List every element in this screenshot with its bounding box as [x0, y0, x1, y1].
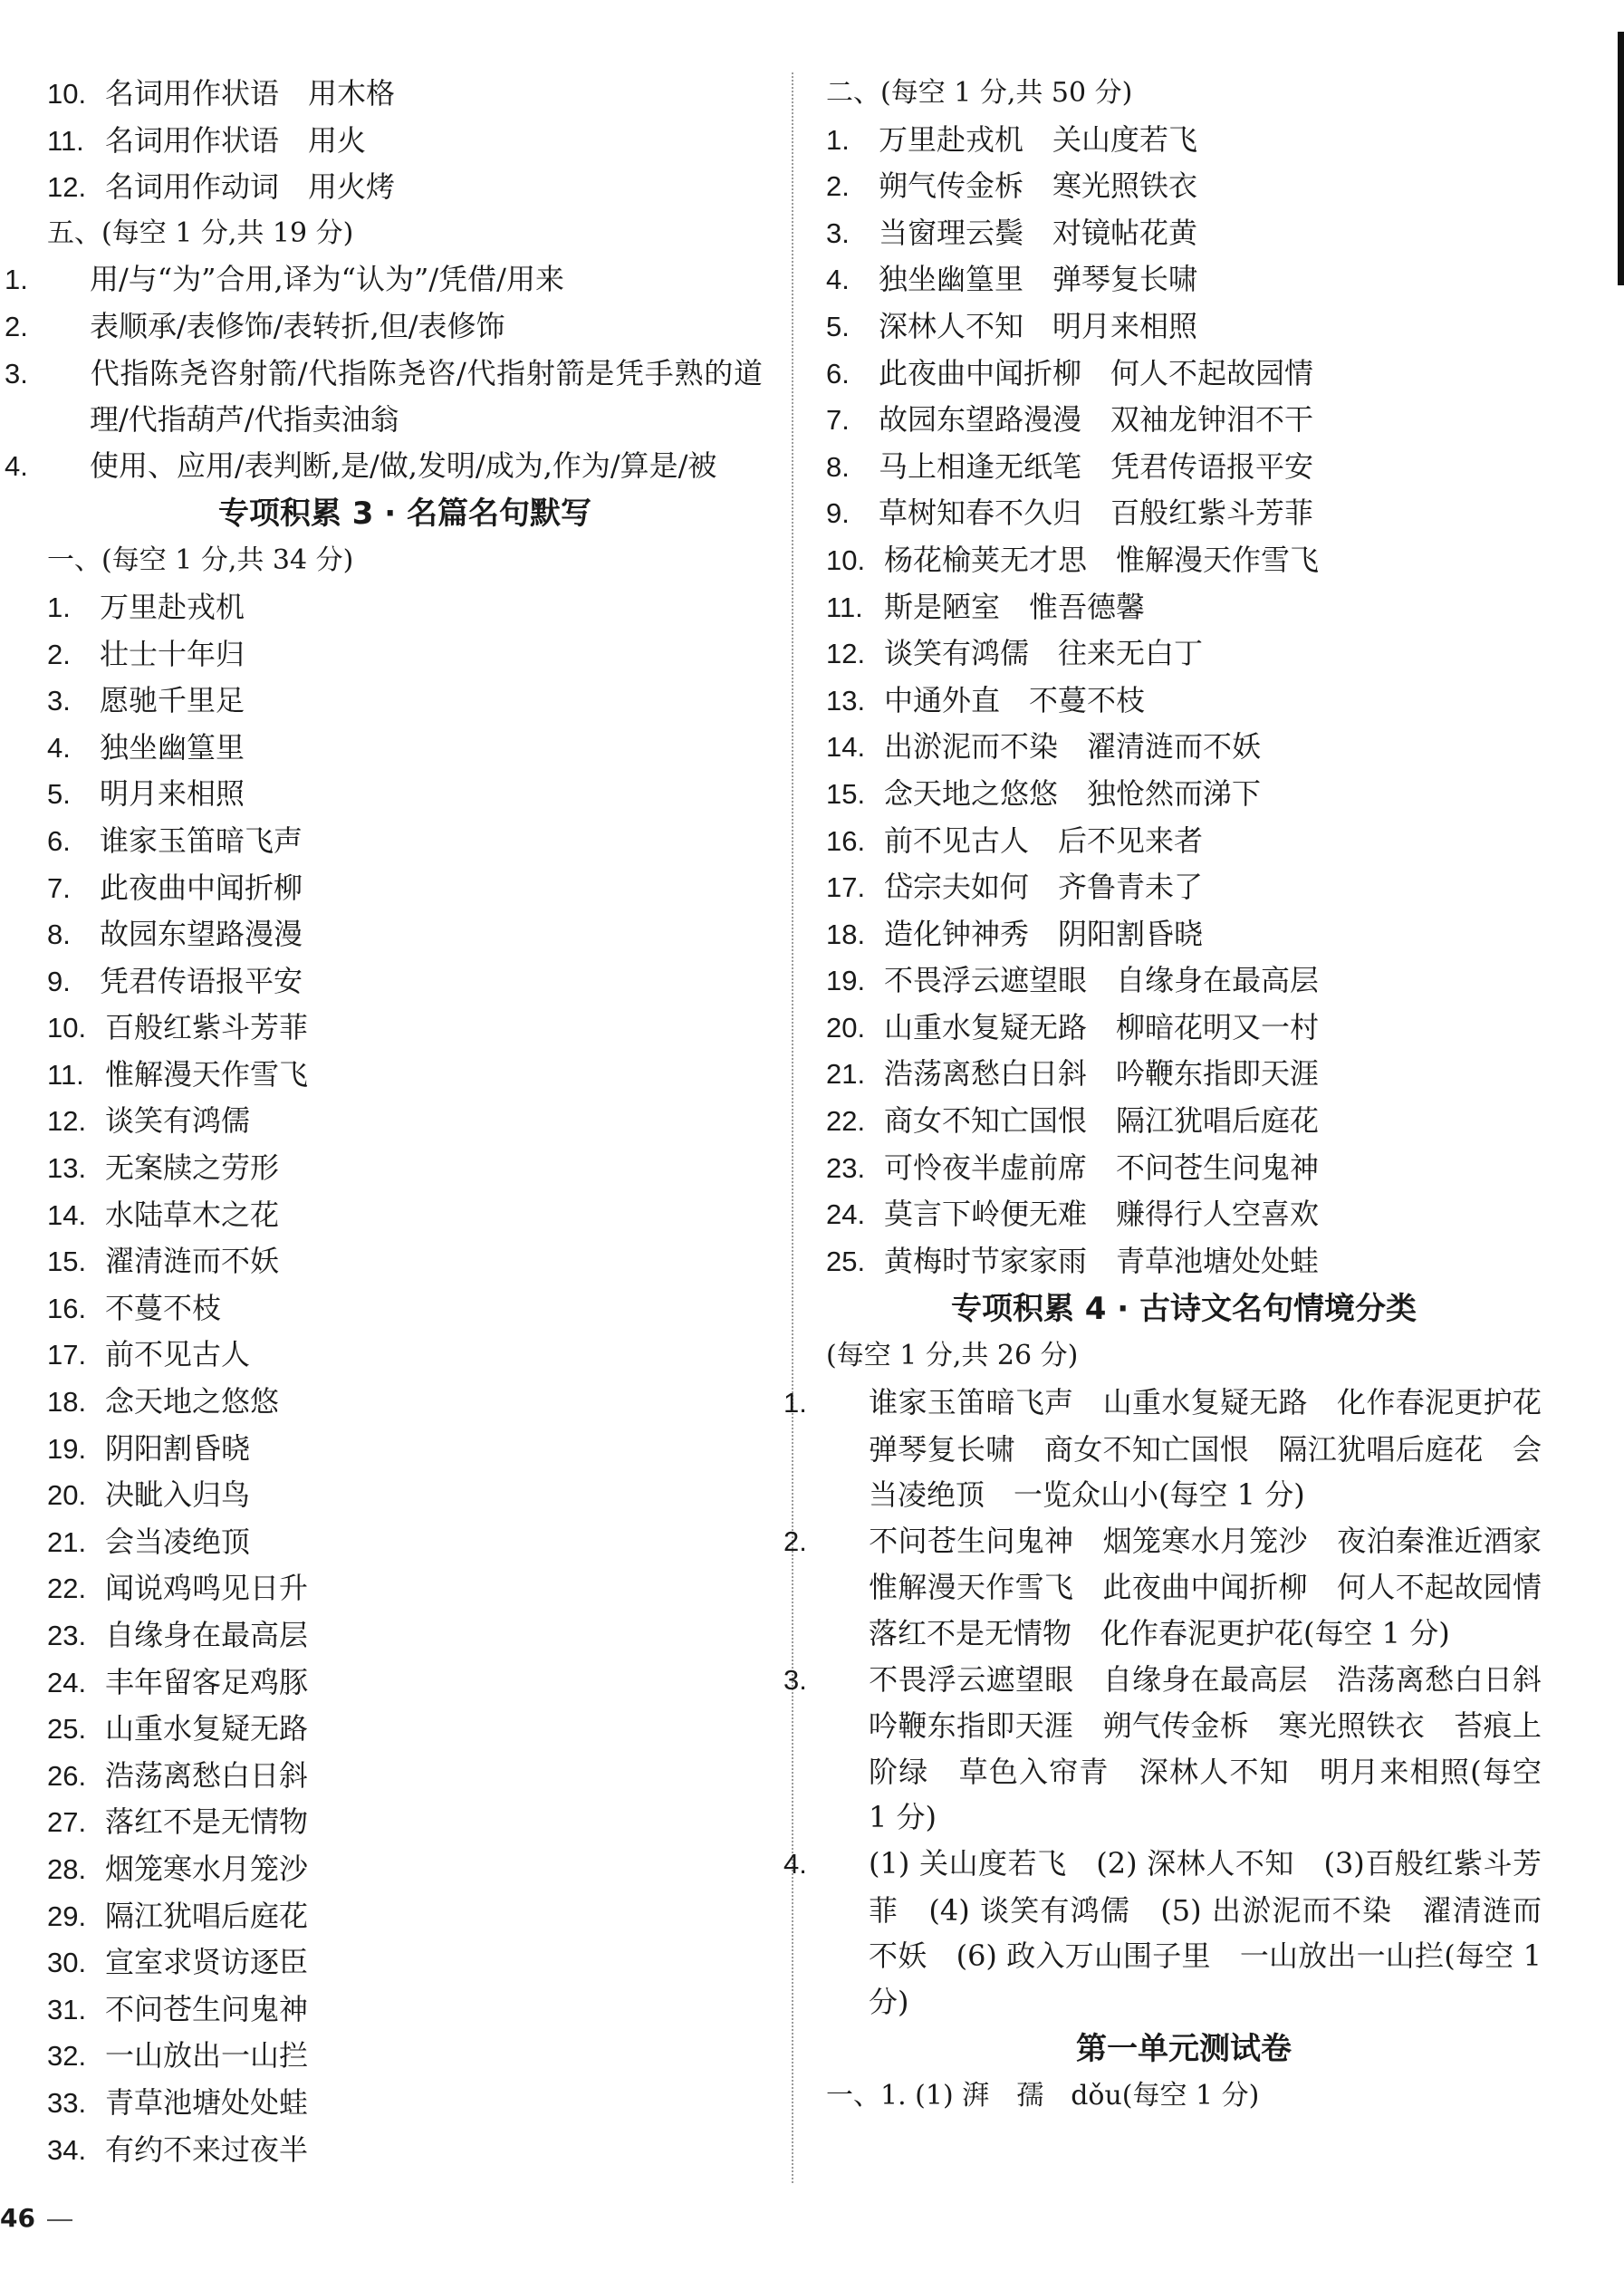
item-text: 杨花榆荚无才思 惟解漫天作雪飞 — [884, 542, 1320, 577]
item-number: 4. — [826, 264, 850, 296]
item-number: 18. — [47, 1386, 87, 1419]
list-item — [826, 163, 1542, 210]
list-item — [826, 1098, 1542, 1145]
section-5-title: 五、(每空 1 分,共 19 分) — [47, 216, 354, 249]
item-number: 12. — [47, 171, 87, 204]
list-item — [47, 1565, 763, 1612]
item-text: 朔气传金柝 寒光照铁衣 — [879, 168, 1198, 204]
item-number: 2. — [783, 1525, 807, 1557]
item-text: 愿驰千里足 — [100, 683, 245, 718]
item-number: 24. — [826, 1198, 866, 1231]
item-number: 11. — [826, 591, 863, 623]
left-column — [5, 71, 763, 2173]
list-item — [47, 164, 763, 211]
list-item — [826, 490, 1542, 537]
item-number: 7. — [826, 404, 850, 437]
list-item — [47, 118, 763, 165]
item-number: 29. — [47, 1900, 87, 1932]
item-number: 28. — [47, 1852, 87, 1885]
item-number: 24. — [47, 1666, 87, 1698]
list-item — [47, 678, 763, 725]
item-number: 1. — [826, 123, 850, 156]
item-text: 万里赴戎机 — [100, 589, 245, 624]
list-item — [47, 1939, 763, 1987]
item-text: 使用、应用/表判断,是/做,发明/成为,作为/算是/被 — [90, 447, 717, 483]
item-text: 谁家玉笛暗飞声 山重水复疑无路 化作春泥更护花 弹琴复长啸 商女不知亡国恨 隔江犹唱后庭花 会当凌绝顶 一览众山小(每空 1 分) — [869, 1385, 1571, 1513]
list-item — [826, 771, 1542, 818]
item-text: 落红不是无情物 — [105, 1804, 309, 1840]
list-item — [826, 1238, 1542, 1285]
item-number: 12. — [47, 1105, 87, 1138]
item-text: 青草池塘处处蛙 — [105, 2084, 309, 2120]
item-number: 6. — [47, 824, 71, 857]
item-number: 21. — [47, 1525, 87, 1558]
item-number: 25. — [826, 1245, 866, 1277]
list-item — [5, 443, 763, 490]
item-text: 山重水复疑无路 柳暗花明又一村 — [884, 1009, 1320, 1044]
item-text: 黄梅时节家家雨 青草池塘处处蛙 — [884, 1243, 1320, 1278]
item-number: 31. — [47, 1993, 87, 2025]
list-item — [826, 678, 1542, 725]
item-text: 此夜曲中闻折柳 何人不起故园情 — [879, 355, 1314, 390]
list-item — [47, 71, 763, 118]
item-text: 不问苍生问鬼神 — [105, 1991, 309, 2026]
list-item — [5, 303, 763, 351]
item-number: 2. — [47, 638, 71, 670]
item-number: 21. — [826, 1058, 866, 1091]
list-item — [826, 864, 1542, 911]
list-item — [826, 584, 1542, 631]
list-item — [47, 1098, 763, 1145]
item-number: 5. — [47, 778, 71, 811]
item-text: 阴阳割昏晓 — [105, 1430, 251, 1466]
item-text: 会当凌绝顶 — [105, 1524, 251, 1559]
list-item — [826, 1191, 1542, 1238]
item-text: 名词用作状语 用木格 — [105, 76, 396, 111]
item-text: (1) 关山度若飞 (2) 深林人不知 (3)百般红紫斗芳菲 (4) 谈笑有鸿儒 (5) 出淤泥而不染 濯清涟而不妖 (6) 政入万山围子里 一山放出一山拦(每空 1 分) — [869, 1845, 1542, 2019]
list-item — [5, 351, 763, 443]
zx4-heading: 专项积累 4 · 古诗文名句情境分类 — [950, 1291, 1417, 1328]
list-item — [47, 1612, 763, 1659]
item-text: 念天地之悠悠 — [105, 1384, 280, 1419]
list-item — [47, 1799, 763, 1846]
list-item — [47, 771, 763, 818]
item-text: 隔江犹唱后庭花 — [105, 1898, 309, 1933]
item-text: 独坐幽篁里 — [100, 729, 245, 765]
item-number: 1. — [47, 591, 71, 623]
list-item — [47, 1846, 763, 1893]
item-number: 9. — [826, 497, 850, 530]
item-text: 马上相逢无纸笔 凭君传语报平安 — [879, 448, 1314, 484]
item-text: 谈笑有鸿儒 往来无白丁 — [884, 636, 1204, 671]
zx4-items — [783, 1380, 1571, 2025]
item-text: 惟解漫天作雪飞 — [105, 1056, 309, 1092]
item-text: 无案牍之劳形 — [105, 1150, 280, 1186]
item-number: 32. — [47, 2040, 87, 2073]
list-item — [783, 1380, 1571, 1518]
list-item — [5, 256, 763, 303]
item-number: 27. — [47, 1806, 87, 1839]
list-item — [47, 1472, 763, 1519]
item-text: 谁家玉笛暗飞声 — [100, 823, 303, 858]
item-text: 有约不来过夜半 — [105, 2131, 309, 2167]
item-text: 表顺承/表修饰/表转折,但/表修饰 — [90, 308, 505, 343]
item-number: 19. — [47, 1432, 87, 1465]
list-item — [47, 1005, 763, 1052]
section-2-title: 二、(每空 1 分,共 50 分) — [826, 77, 1133, 109]
list-item — [826, 117, 1542, 164]
item-number: 13. — [47, 1152, 87, 1185]
list-item — [47, 1519, 763, 1566]
item-text: 烟笼寒水月笼沙 — [105, 1851, 309, 1886]
list-item — [47, 1285, 763, 1332]
item-text: 可怜夜半虚前席 不问苍生问鬼神 — [884, 1150, 1320, 1185]
list-item — [826, 630, 1542, 678]
item-text: 前不见古人 — [105, 1337, 251, 1372]
item-number: 20. — [47, 1479, 87, 1512]
item-text: 闻说鸡鸣见日升 — [105, 1571, 309, 1606]
item-number: 23. — [47, 1620, 87, 1651]
item-text: 不畏浮云遮望眼 自缘身在最高层 浩荡离愁白日斜 吟鞭东指即天涯 朔气传金柝 寒光照铁衣 苔痕上阶绿 草色入帘青 深林人不知 明月来相照(每空 1 分) — [869, 1661, 1571, 1835]
item-number: 10. — [47, 1012, 87, 1044]
item-text: 故园东望路漫漫 双袖龙钟泪不干 — [879, 402, 1314, 438]
item-text: 不畏浮云遮望眼 自缘身在最高层 — [884, 963, 1320, 998]
item-number: 25. — [47, 1713, 87, 1746]
item-text: 斯是陋室 惟吾德馨 — [884, 589, 1146, 624]
list-item — [826, 818, 1542, 865]
item-number: 8. — [826, 450, 850, 483]
item-text: 凭君传语报平安 — [100, 963, 303, 998]
section-5-items — [5, 256, 763, 489]
item-text: 谈笑有鸿儒 — [105, 1103, 251, 1139]
item-text: 此夜曲中闻折柳 — [100, 870, 303, 905]
list-item — [826, 210, 1542, 257]
list-item — [47, 1426, 763, 1473]
list-item — [826, 911, 1542, 958]
item-number: 15. — [826, 777, 866, 810]
list-item — [826, 256, 1542, 303]
item-number: 13. — [826, 684, 866, 717]
item-number: 14. — [47, 1198, 87, 1231]
item-number: 6. — [826, 357, 850, 390]
list-item — [826, 1005, 1542, 1052]
item-text: 濯清涟而不妖 — [105, 1244, 280, 1279]
item-text: 名词用作动词 用火烤 — [105, 169, 396, 205]
zx3-heading: 专项积累 3 · 名篇名句默写 — [217, 495, 592, 533]
list-item — [826, 724, 1542, 771]
item-number: 11. — [47, 124, 84, 157]
item-text: 不蔓不枝 — [105, 1290, 222, 1325]
item-text: 决眦入归鸟 — [105, 1477, 251, 1513]
item-number: 17. — [826, 871, 866, 904]
item-number: 2. — [5, 310, 28, 342]
item-text: 草树知春不久归 百般红紫斗芳菲 — [879, 495, 1314, 531]
item-text: 当窗理云鬓 对镜帖花黄 — [879, 215, 1198, 250]
item-text: 代指陈尧咨射箭/代指陈尧咨/代指射箭是凭手熟的道理/代指葫芦/代指卖油翁 — [90, 355, 763, 438]
list-item — [783, 1518, 1571, 1657]
zx3-items — [47, 584, 763, 2173]
item-number: 17. — [47, 1339, 87, 1371]
list-item — [47, 1987, 763, 2034]
list-item — [783, 1657, 1571, 1841]
section-2-items — [826, 117, 1542, 1285]
list-item — [47, 1659, 763, 1707]
list-item — [47, 1379, 763, 1426]
page-number: 46 — [0, 2203, 35, 2233]
item-number: 30. — [47, 1947, 87, 1979]
item-number: 8. — [47, 919, 71, 951]
item-number: 3. — [5, 357, 28, 390]
list-item — [826, 957, 1542, 1005]
list-item — [47, 1192, 763, 1239]
item-number: 22. — [47, 1573, 87, 1605]
item-number: 12. — [826, 638, 866, 670]
item-text: 自缘身在最高层 — [105, 1618, 309, 1652]
zx3-section-1-title: 一、(每空 1 分,共 34 分) — [47, 544, 354, 577]
list-item — [47, 2080, 763, 2127]
item-number: 10. — [826, 544, 866, 576]
unit1-first-line: 一、1. (1) 湃 孺 dǒu(每空 1 分) — [826, 2080, 1260, 2112]
item-text: 水陆草木之花 — [105, 1197, 280, 1232]
list-item — [47, 2127, 763, 2174]
list-item — [47, 584, 763, 631]
item-text: 宣室求贤访逐臣 — [105, 1945, 309, 1980]
item-text: 百般红紫斗芳菲 — [105, 1010, 309, 1045]
list-item — [47, 2033, 763, 2080]
item-number: 10. — [47, 78, 87, 110]
item-number: 23. — [826, 1151, 866, 1184]
item-number: 4. — [5, 449, 28, 482]
item-text: 深林人不知 明月来相照 — [879, 308, 1198, 343]
list-item — [826, 444, 1542, 491]
item-number: 3. — [47, 685, 71, 717]
list-item — [826, 1145, 1542, 1192]
item-number: 4. — [783, 1847, 807, 1880]
item-number: 33. — [47, 2086, 87, 2119]
list-item — [47, 1332, 763, 1379]
item-number: 1. — [5, 264, 28, 296]
item-number: 19. — [826, 965, 866, 997]
item-number: 3. — [783, 1663, 807, 1696]
zx4-score: (每空 1 分,共 26 分) — [826, 1340, 1079, 1372]
list-item — [826, 397, 1542, 444]
item-text: 出淤泥而不染 濯清涟而不妖 — [884, 729, 1262, 765]
list-item — [47, 818, 763, 865]
item-number: 34. — [47, 2133, 87, 2166]
list-item — [47, 631, 763, 678]
item-number: 1. — [783, 1387, 807, 1419]
item-text: 浩荡离愁白日斜 — [105, 1757, 309, 1793]
item-text: 万里赴戎机 关山度若飞 — [879, 121, 1198, 157]
list-item — [826, 537, 1542, 584]
item-number: 16. — [47, 1292, 87, 1324]
item-text: 商女不知亡国恨 隔江犹唱后庭花 — [884, 1103, 1320, 1139]
item-number: 26. — [47, 1759, 87, 1792]
list-item — [826, 1051, 1542, 1098]
item-number: 11. — [47, 1058, 84, 1091]
item-number: 7. — [47, 871, 71, 904]
list-item — [47, 911, 763, 958]
list-item — [47, 1706, 763, 1753]
item-number: 5. — [826, 310, 850, 342]
list-item — [783, 1841, 1542, 2025]
item-number: 2. — [826, 170, 850, 203]
list-item — [47, 1753, 763, 1800]
item-number: 15. — [47, 1246, 87, 1278]
item-text: 名词用作状语 用火 — [105, 122, 367, 158]
right-column — [783, 71, 1571, 2120]
item-text: 不问苍生问鬼神 烟笼寒水月笼沙 夜泊秦淮近酒家 惟解漫天作雪飞 此夜曲中闻折柳 何人不起故园情 落红不是无情物 化作春泥更护花(每空 1 分) — [869, 1523, 1571, 1650]
list-item — [47, 1893, 763, 1940]
item-number: 14. — [826, 731, 866, 764]
item-number: 18. — [826, 918, 866, 950]
left-top-items — [47, 71, 763, 211]
list-item — [47, 1238, 763, 1285]
list-item — [826, 351, 1542, 398]
list-item — [826, 303, 1542, 351]
list-item — [47, 1145, 763, 1192]
list-item — [47, 725, 763, 772]
unit1-heading: 第一单元测试卷 — [1076, 2031, 1292, 2068]
page-number-dash — [47, 2219, 72, 2221]
item-text: 浩荡离愁白日斜 吟鞭东指即天涯 — [884, 1056, 1320, 1092]
item-text: 岱宗夫如何 齐鲁青未了 — [884, 870, 1204, 905]
item-number: 22. — [826, 1105, 866, 1138]
item-number: 16. — [826, 824, 866, 857]
list-item — [47, 958, 763, 1005]
item-text: 念天地之悠悠 独怆然而涕下 — [884, 775, 1262, 811]
list-item — [47, 865, 763, 912]
item-number: 4. — [47, 731, 71, 764]
item-text: 前不见古人 后不见来者 — [884, 823, 1204, 858]
page-edge-bar — [1618, 32, 1624, 285]
item-text: 明月来相照 — [100, 776, 245, 812]
item-number: 20. — [826, 1011, 866, 1044]
item-text: 造化钟神秀 阴阳割昏晓 — [884, 916, 1204, 951]
item-text: 壮士十年归 — [100, 636, 245, 671]
item-text: 故园东望路漫漫 — [100, 917, 303, 952]
item-text: 丰年留客足鸡豚 — [105, 1664, 309, 1699]
item-text: 用/与“为”合用,译为“认为”/凭借/用来 — [90, 262, 564, 297]
item-text: 一山放出一山拦 — [105, 2038, 309, 2073]
item-text: 莫言下岭便无难 赚得行人空喜欢 — [884, 1197, 1320, 1232]
item-text: 山重水复疑无路 — [105, 1711, 309, 1746]
item-text: 中通外直 不蔓不枝 — [884, 682, 1146, 717]
item-text: 独坐幽篁里 弹琴复长啸 — [879, 262, 1198, 297]
item-number: 9. — [47, 965, 71, 997]
item-number: 3. — [826, 216, 850, 249]
list-item — [47, 1052, 763, 1099]
